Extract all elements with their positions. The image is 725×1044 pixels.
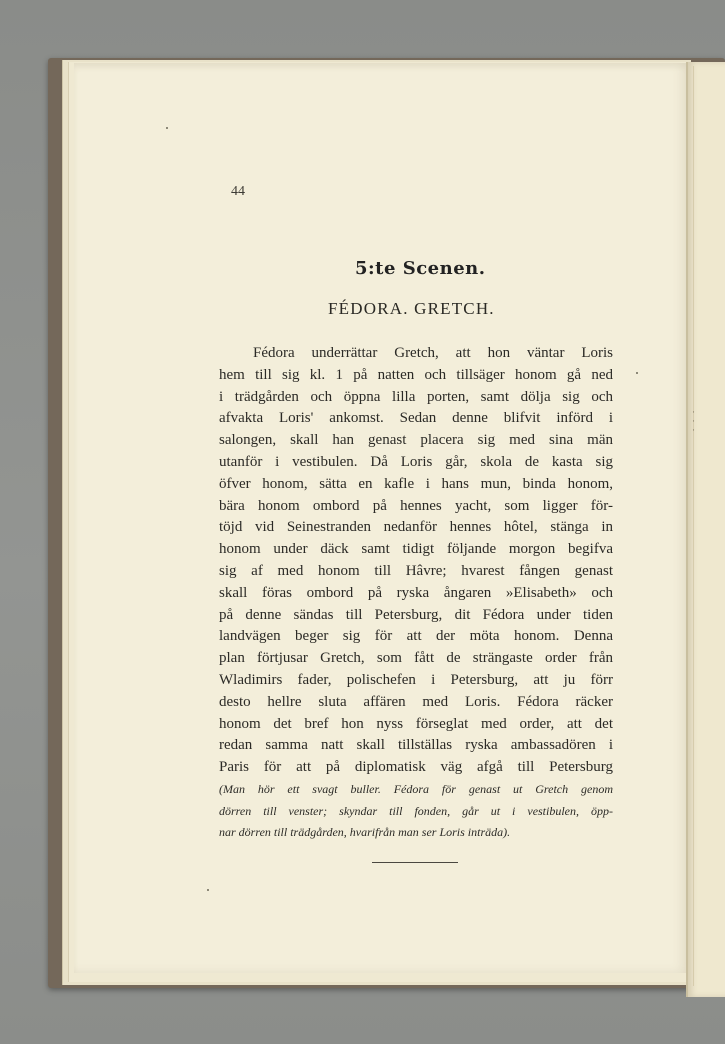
text-line: öfver honom, sätta en kafle i hans mun, binda honom, [219,475,613,492]
text-line: honom det bref hon nyss förseglat med order, att det [219,715,613,732]
text-line: honom under däck samt tidigt följande morgon begifva [219,541,613,558]
text-line: Wladimirs fader, polischefen i Petersburg, att ju förr [219,671,613,688]
text-line: utanför i vestibulen. Då Loris går, skola de kasta sig [219,453,613,470]
text-line: sig af med honom till Hâvre; hvarest fången genast [219,562,613,579]
paper-speck [207,889,209,891]
section-divider [372,862,458,863]
text-line: i trädgården och öppna lilla porten, samt dölja sig och [219,388,613,405]
facing-page-edge [686,62,725,997]
text-line: desto hellre sluta affären med Loris. Fédora räcker [219,693,613,710]
text-line: afvakta Loris' ankomst. Sedan denne blifvit införd i [219,410,613,427]
gutter-line [693,66,694,986]
scene-characters: FÉDORA. GRETCH. [328,299,495,318]
stage-line: nar dörren till trädgården, hvarifrån man ser Loris inträda). [219,825,511,839]
facing-page-marks: · · · [692,407,696,435]
text-line: landvägen beger sig för att der möta honom. Denna [219,628,613,645]
text-line: bära honom ombord på hennes yacht, som ligger för- [219,497,613,514]
page-number: 44 [231,184,245,199]
paper-speck [636,372,638,374]
paper-speck [166,127,168,129]
stage-line: dörren till venster; skyndar till fonden, går ut i vestibulen, öpp- [219,803,613,818]
text-line: Fédora underrättar Gretch, att hon väntar Loris [253,345,613,361]
text-line: töjd vid Seinestranden nedanför hennes hôtel, stänga in [219,519,613,536]
text-line: hem till sig kl. 1 på natten och tillsäger honom gå ned [219,366,613,383]
text-line: redan samma natt skall tillställas ryska ambassadören i [219,737,613,754]
scene-description [219,343,613,779]
stage-line: (Man hör ett svagt buller. Fédora för genast ut Gretch genom [219,782,613,796]
text-line: skall föras ombord på ryska ångaren »Elisabeth» och [219,584,613,601]
scene-title: 5:te Scenen. [355,258,486,279]
text-line: salongen, skall han genast placera sig med sina män [219,432,613,449]
stage-direction [219,779,613,844]
text-line: plan förtjusar Gretch, som fått de strängaste order från [219,650,613,667]
text-line: på denne sändas till Petersburg, dit Fédora under tiden [219,606,613,623]
text-line: Paris för att på diplomatisk väg afgå till Petersburg [219,759,613,776]
